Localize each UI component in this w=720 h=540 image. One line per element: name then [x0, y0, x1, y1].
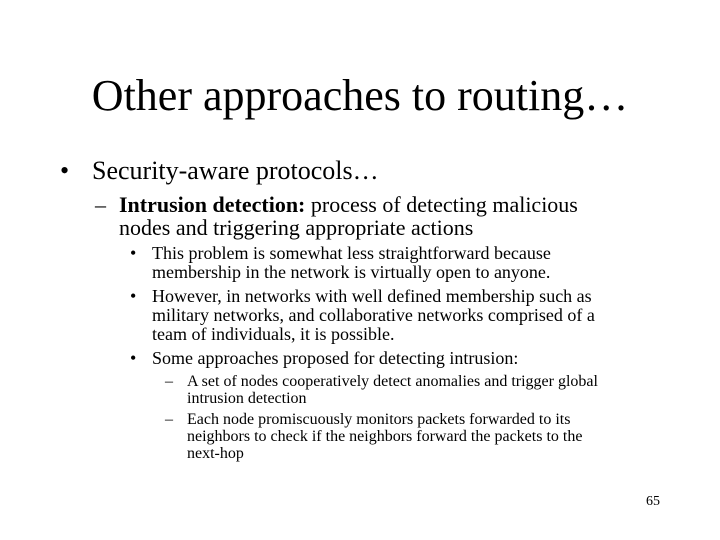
- point-line: Some approaches proposed for detecting intrusion:: [152, 348, 519, 368]
- page-number: 65: [646, 494, 660, 509]
- bullet-text: Security-aware protocols…: [92, 156, 379, 185]
- point-text: [152, 349, 662, 368]
- point-text: [152, 287, 662, 344]
- bullet-icon: •: [130, 243, 137, 263]
- approach-text: [187, 411, 657, 462]
- point-line: membership in the network is virtually open to anyone.: [152, 262, 551, 282]
- approach-line: intrusion detection: [187, 390, 307, 407]
- subbullet-text: [119, 193, 639, 239]
- point-line: This problem is somewhat less straightforward because: [152, 243, 551, 263]
- point-text: [152, 244, 662, 282]
- dash-icon: –: [165, 373, 173, 390]
- dash-icon: –: [165, 411, 173, 428]
- slide-title: Other approaches to routing…: [91, 71, 629, 120]
- bullet-icon: •: [60, 156, 70, 185]
- bullet-icon: •: [130, 348, 137, 368]
- subbullet-line1: process of detecting malicious: [305, 192, 578, 217]
- point-line: However, in networks with well defined membership such as: [152, 286, 592, 306]
- bullet-icon: •: [130, 286, 137, 306]
- approach-line: neighbors to check if the neighbors forward the packets to the: [187, 428, 583, 445]
- point-line: military networks, and collaborative networks comprised of a: [152, 305, 595, 325]
- approach-line: next-hop: [187, 445, 244, 462]
- point-line: team of individuals, it is possible.: [152, 324, 395, 344]
- approach-text: [187, 373, 657, 407]
- approach-line: Each node promiscuously monitors packets forwarded to its: [187, 411, 571, 428]
- dash-icon: –: [95, 192, 106, 217]
- term-bold: Intrusion detection:: [119, 192, 306, 217]
- approach-line: A set of nodes cooperatively detect anomalies and trigger global: [187, 373, 598, 390]
- subbullet-line2: nodes and triggering appropriate actions: [119, 215, 474, 240]
